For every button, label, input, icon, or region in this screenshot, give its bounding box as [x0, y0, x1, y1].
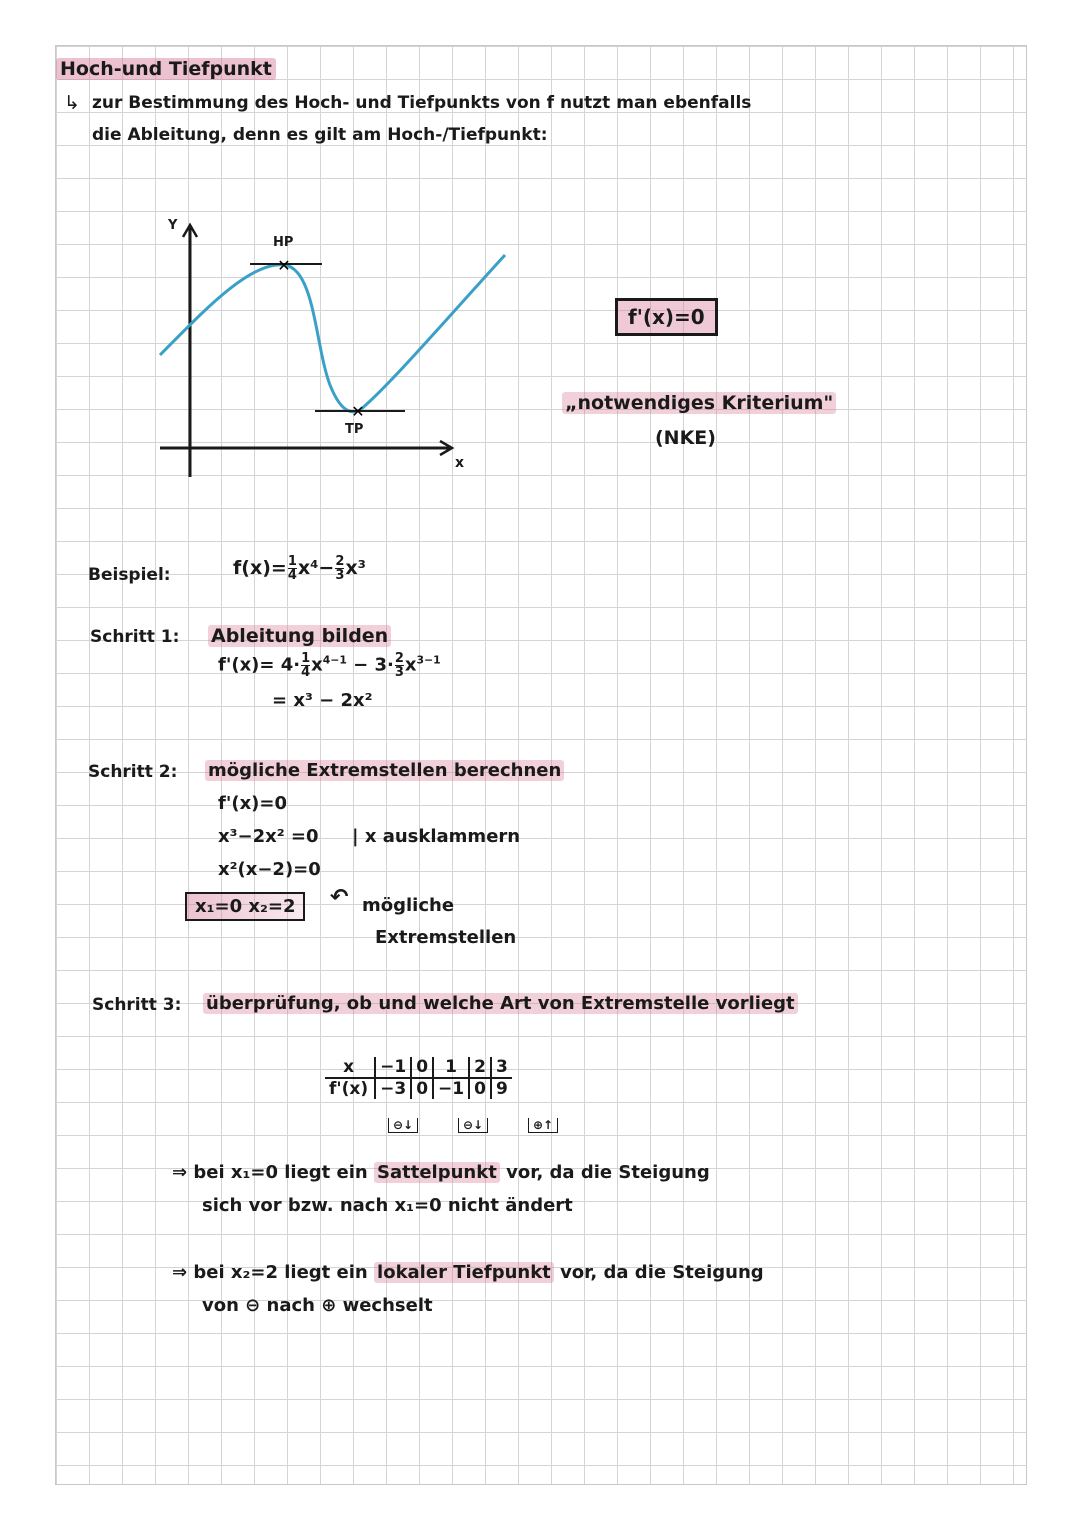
table-fx-cell: 9: [495, 1079, 508, 1099]
example-func-suffix: x⁴−: [297, 557, 335, 579]
table-row-x: [325, 1057, 512, 1078]
criterion-formula: f'(x)=0: [615, 298, 718, 336]
step2-eq3: x²(x−2)=0: [218, 859, 321, 880]
tp-marker: ✕: [351, 402, 365, 421]
table-fx-cell: 0: [469, 1078, 491, 1099]
step3-label: Schritt 3:: [92, 995, 182, 1015]
annotation-arrow: ↶: [330, 885, 349, 910]
x-axis-label: x: [455, 455, 465, 471]
step1-label: Schritt 1:: [90, 627, 180, 647]
hp-marker: ✕: [277, 256, 291, 275]
step1-title: Ableitung bilden: [208, 625, 391, 647]
example-function: [233, 555, 366, 582]
intro-arrow: ↳: [64, 92, 80, 114]
intro-line-2: die Ableitung, denn es gilt am Hoch-/Tiefpunkt:: [92, 125, 548, 145]
extrema-sketch: [150, 215, 530, 495]
table-row-fx: [325, 1078, 512, 1099]
example-func-suffix-2: x³: [345, 557, 366, 579]
sign-plus: ⊕↑: [528, 1118, 558, 1133]
conclusion-2-line-2: von ⊖ nach ⊕ wechselt: [202, 1295, 433, 1316]
conclusion-1-line-1: ⇒ bei x₁=0 liegt ein Sattelpunkt vor, da die Steigung: [172, 1162, 710, 1183]
table-x-cell: 2: [469, 1057, 491, 1078]
tiefpunkt-highlight: lokaler Tiefpunkt: [374, 1262, 554, 1283]
annotation-line-2: Extremstellen: [375, 927, 517, 948]
y-axis-label: Y: [168, 218, 178, 233]
sign-minus-2: ⊖↓: [458, 1118, 488, 1133]
function-curve: [160, 255, 505, 412]
step1-derivative: f'(x)= 4· $\frac{1}{4}$ $x^{4-1} - 3\cdot$ $\frac{2}{3}$ $x^{3-1}$: [218, 651, 441, 680]
criterion-name: „notwendiges Kriterium": [562, 392, 836, 414]
step2-eq1: f'(x)=0: [218, 793, 288, 814]
table-x-cell: 3: [491, 1057, 512, 1078]
table-x-cell: 1: [433, 1057, 469, 1078]
annotation-line-1: mögliche: [362, 895, 455, 916]
step1-result: = x³ − 2x²: [272, 690, 373, 711]
example-label: Beispiel:: [88, 565, 171, 585]
table-x-label: x: [325, 1057, 375, 1078]
table-fx-cell: −3: [375, 1078, 411, 1099]
step2-eq2-note: | x ausklammern: [352, 826, 521, 847]
intro-line-1: zur Bestimmung des Hoch- und Tiefpunkts von f nutzt man ebenfalls: [92, 93, 752, 113]
sign-table: [325, 1057, 512, 1099]
conclusion-2-line-1: ⇒ bei x₂=2 liegt ein lokaler Tiefpunkt vor, da die Steigung: [172, 1262, 764, 1283]
table-fx-cell: −1: [433, 1078, 469, 1099]
table-fx-cell: 0: [411, 1078, 433, 1099]
step2-solution: x₁=0 x₂=2: [185, 892, 305, 921]
hp-label: HP: [273, 235, 294, 250]
step2-eq2: x³−2x² =0: [218, 826, 319, 847]
table-x-cell: 0: [411, 1057, 433, 1078]
example-func-prefix: f(x)=: [233, 557, 287, 579]
step2-label: Schritt 2:: [88, 762, 178, 782]
conclusion-1-line-2: sich vor bzw. nach x₁=0 nicht ändert: [202, 1195, 573, 1216]
table-x-cell: −1: [375, 1057, 411, 1078]
fraction-2-3: $\frac{2}{3}$: [335, 554, 345, 583]
sign-minus-1: ⊖↓: [388, 1118, 418, 1133]
fraction-1-4: $\frac{1}{4}$: [287, 554, 297, 583]
criterion-abbr: (NKE): [655, 427, 716, 449]
step3-title: überprüfung, ob und welche Art von Extremstelle vorliegt: [203, 993, 798, 1014]
sattelpunkt-highlight: Sattelpunkt: [374, 1162, 500, 1183]
step2-title: mögliche Extremstellen berechnen: [205, 760, 564, 781]
table-fx-label: f'(x): [325, 1078, 375, 1099]
tp-label: TP: [345, 422, 364, 437]
page-title: Hoch-und Tiefpunkt: [56, 58, 276, 80]
